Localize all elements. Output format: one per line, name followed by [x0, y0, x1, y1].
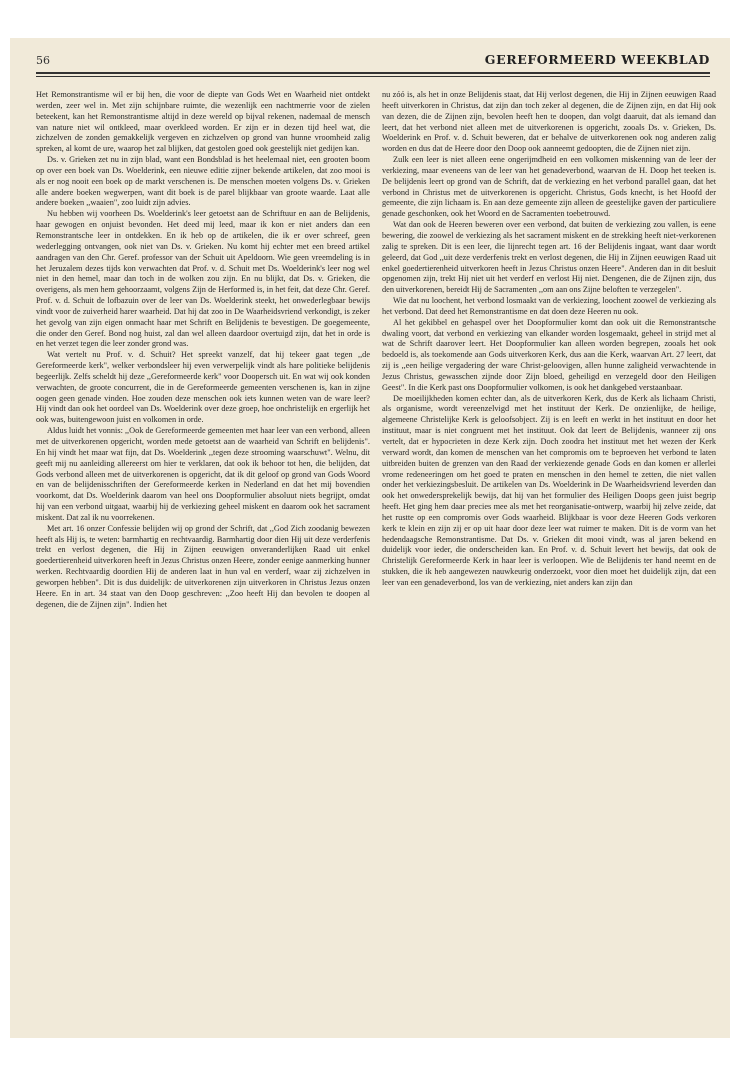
page-number: 56: [36, 54, 50, 67]
paragraph: Zulk een leer is niet alleen eene ongerijmdheid en een volkomen miskenning van de leer der verkiezing, maar eveneens van de leer van het genadeverbond, waarvan de H. Doop het teeken is. De belijdenis leert op grond van de Schrift, dat de verkiezing en het verbond parallel gaan, dat het verbond in Christus met de uitverkorenen is opgericht. Christus, Gods knecht, is het Hoofd der gemeente, die zijn lichaam is. En aan deze gemeente zijn alleen de geestelijke gaven der particuliere genade geschonken, ook het Woord en de Sacramenten toebetrouwd.: [382, 155, 716, 219]
paragraph: Nu hebben wij voorheen Ds. Woelderink's leer getoetst aan de Schriftuur en aan de Belijdenis, haar gewogen en onjuist bevonden. Het deed mij leed, maar ik kon er niet anders dan een Remonstrantsche leer in ontdekken. En ik heb op de artikelen, die ik er over schreef, geen wederlegging ontvangen, ook niet van Ds. v. Grieken. Nu komt hij echter met een breed artikel aandragen van den Chr. Geref. professor van der Schuit uit Apeldoorn. Wie geen vreemdeling is in het Jeruzalem dezes tijds kon verwachten dat Prof. v. d. Schuit met Ds. Woelderink's leer nog wel niet in den hemel, maar dan toch in de wolken zou zijn. En nu blijkt, dat Ds. v. Grieken, die overigens, als men hem gehoorzaamt, volgens Zijn de Herformed is, in het feit, dat deze Chr. Geref. Prof. v. d. Schuit de lofbazuin over de leer van Ds. Woelderink steekt, het onwederlegbaar bewijs vindt voor de zuiverheid harer waarheid. Dat hij dat zoo in De Waarheidsvriend verkondigt, is zeker het gevolg van zijn eigen onmacht haar met Schrift en Belijdenis te bevestigen. De goegemeente, die onder den Geref. Bond nog huist, zal dan wel alleen daardoor overtuigd zijn, dat het in orde is en het verzet tegen die leer zonder grond was.: [36, 209, 370, 349]
paragraph: Al het gekibbel en gehaspel over het Doopformulier komt dan ook uit die Remonstrantsche dwaling voort, dat verbond en verkiezing van elkander worden losgemaakt, geheel in strijd met al wat de Schrift daarover leert. Het Doopformulier kan alleen worden begrepen, zooals het ook bedoeld is, als toekomende aan Gods uitverkoren Kerk, dus aan die Kerk, waarvan Art. 27 leert, dat zij is ,,een heilige vergadering der ware Christ-geloovigen, allen hunne zaligheid verwachtende in Jezus Christus, gewasschen zijnde door Zijn bloed, geheiligd en verzegeld door den Heiligen Geest". In die Kerk past ons Doopformulier volkomen, is ook het dankgebed verstaanbaar.: [382, 317, 716, 392]
left-column: [36, 90, 370, 611]
paragraph: nu zóó is, als het in onze Belijdenis staat, dat Hij verlost degenen, die Hij in Zijnen eeuwigen Raad heeft uitverkoren in Christus, dat zijn dan toch zeker al degenen, die de Zijnen zijn, en dat Hij ook van dezen, die de Zijnen zijn, bevolen heeft hen te doopen, dan volgt daaruit, dat als iemand dan leert, dat het verbond niet alleen met de uitverkorenen is opgericht, zooals Ds. v. Grieken, Ds. Woelderink en Prof. v. d. Schuit beweren, dat er behalve de uitverkorenen ook nog anderen zalig worden en dus dat de Heere door den Doop ook aanneemt gedoopten, die de Zijnen niet zijn.: [382, 90, 716, 154]
paragraph: De moeilijkheden komen echter dan, als de uitverkoren Kerk, dus de Kerk als lichaam Christi, als organisme, wordt vereenzelvigd met het instituut der Kerk. De onzienlijke, de heilige, algemeene Christelijke Kerk is geloofsobject. Zij is en leeft en werkt in het instituut en door het instituut, maar is niet congruent met het instituut. Ook dat leert de Belijdenis, wanneer zij ons vertelt, dat er hypocrieten in deze Kerk zijn. Doch zoodra het instituut met het wezen der Kerk verward wordt, dan komen de menschen van het compromis om te beproeven het verbond te laten uitbreiden buiten de grenzen van den Raad der verkiezende genade Gods en dan komen er allerlei vrome redeneeringen om het goed te praten en menschen in den hemel te zetten, die niet vallen onder het verkiezingsbesluit. De artikelen van Ds. Woelderink in De Waarheidsvriend leverden dan ook het onwedersprekelijk bewijs, dat hij van het formulier des Heiligen Doops geen juist begrip heeft. Het ging hem daar precies mee als met het reorganisatie-ontwerp, waarbij hij zelve zeide, dat het rustte op een compromis over Gods waarheid. Blijkbaar is voor deze Heeren Gods verkoren kerk te klein en zijn zij er op uit haar door deze leer wat ruimer te maken. Dit is de vorm van het hedendaagsche Remonstrantisme. Dat Ds. v. Grieken dit mooi vindt, was al jaren bekend en duidelijk voor ieder, die onderscheiden kan. En Prof. v. d. Schuit levert het bewijs, dat ook de Christelijk Gereformeerde Kerk in haar leer is verloopen. Wie de Belijdenis ter hand neemt en de stukken, die ik heb aangewezen nauwkeurig onderzoekt, voor dien moet het duidelijk zijn, dat een leer van een genadeverbond, los van de verkiezing, niet anders kan zijn dan: [382, 393, 716, 587]
paragraph: Het Remonstrantisme wil er bij hen, die voor de diepte van Gods Wet en Waarheid niet ontdekt werden, zeer wel in. Met zijn schijnbare ruimte, die wezenlijk een nachtmerrie voor de zielen beteekent, kan het Remonstrantisme altijd in deze wereld op bijval rekenen, nademaal de mensch van nature niet wil ontkleed, maar overkleed worden. Er zijn er in dezen tijd heel wat, die zichzelven de zonden gemakkelijk vergeven en zichzelven op grond van hunne vroomheid zalig spreken, al komt de ure, waarop het zal blijken, dat gestolen goed ook geestelijk niet gedijen kan.: [36, 90, 370, 154]
paragraph: Wie dat nu loochent, het verbond losmaakt van de verkiezing, loochent zoowel de verkiezing als het verbond. Dat deed het Remonstrantisme en dat doen deze Heeren nu ook.: [382, 296, 716, 316]
paragraph: Met art. 16 onzer Confessie belijden wij op grond der Schrift, dat ,,God Zich zoodanig bewezen heeft als Hij is, te weten: barmhartig en rechtvaardig. Barmhartig door dien Hij uit deze verderfenis trekt en verlost degenen, die Hij in Zijnen eeuwigen onveranderlijken Raad uit enkel goedertierenheid uitverkoren heeft in Jezus Christus onzen Heere, zonder eenige aanmerking hunner werken. Rechtvaardig doordien Hij de anderen laat in hun val en verderf, waar zij zichzelven in geworpen hebben". Dit is dus duidelijk: de uitverkorenen zijn uitverkoren in Christus Jezus onzen Heere. En in art. 34 staat van den Doop geschreven: ,,Zoo heeft Hij dan bevolen te doopen al degenen, die de Zijnen zijn". Indien het: [36, 523, 370, 609]
paragraph: Wat vertelt nu Prof. v. d. Schuit? Het spreekt vanzelf, dat hij tekeer gaat tegen ,,de Gereformeerde kerk", welker verbondsleer hij even verwerpelijk vindt als hare politieke belijdenis begeerlijk. Zelfs scheldt hij deze ,,Gereformeerde kerk" voor Doopersch uit. En wat wij ook konden verwachten, de groote concurrent, die in de Gereformeerde gemeenten verschenen is, kan in zijne oogen geen genade vinden. Hoe zouden deze menschen ook iets kunnen weten van de ware leer? Hij vindt dan ook het oordeel van Ds. Woelderink over deze groep, hoe onchristelijk en ergerlijk het ook was, buitengewoon juist en volkomen in orde.: [36, 350, 370, 425]
paragraph: Ds. v. Grieken zet nu in zijn blad, want een Bondsblad is het heelemaal niet, een grooten boom op over een boek van Ds. Woelderink, een nieuwe editie zijner bekende artikelen, dat zoo mooi is als er nog nooit een boek op de markt verschenen is. De menschen moeten volgens Ds. v. Grieken alle andere boeken wegwerpen, want dit boek is de parel blijkbaar van groote waarde. Laat alle andere boeken ,,waaien", zoo luidt zijn advies.: [36, 155, 370, 208]
scanned-page: [10, 38, 730, 1038]
paragraph: Aldus luidt het vonnis: ,,Ook de Gereformeerde gemeenten met haar leer van een verbond, alleen met de uitverkorenen opgericht, worden mede getoetst aan de waarheid van Schrift en belijdenis". En hij vindt het maar wat fijn, dat Ds. Woelderink ,,tegen deze strooming waarschuwt". Welnu, dit geeft mij nu aanleiding allereerst om hier te verklaren, dat ook ik behoor tot hen, die belijden, dat Gods verbond alleen met de uitverkorenen is opgericht, dat ik dit geloof op grond van Gods Woord en van de belijdenisschriften der Gereformeerde kerken in Nederland en dat het mij bovendien voorkomt, dat Ds. Woelderink daarom van heel ons Doopformulier absoluut niets begrijpt, omdat hij van een verbond uitgaat, waarbij hij de verkiezing geheel miskent en daarom ook het sacrament miskent. Dat zal ik nu voorrekenen.: [36, 426, 370, 522]
paragraph: Wat dan ook de Heeren beweren over een verbond, dat buiten de verkiezing zou vallen, is eene bewering, die zoowel de verkiezing als het sacrament miskent en de strekking heeft niet-verkorenen zalig te spreken. Dit is een leer, die lijnrecht tegen art. 16 der Belijdenis ingaat, want daar wordt geleerd, dat God ,,uit deze verderfenis trekt en verlost degenen, die Hij in Zijnen eeuwigen Raad uit enkel goedertierenheid uitverkoren heeft in Jezus Christus onzen Heere". Anderen dan in dit besluit opgenomen zijn, trekt Hij niet uit het verderf en verlost Hij niet. Dengenen, die de Zijnen zijn, dus den uitverkorenen, bereidt Hij de Sacramenten ,,om aan ons Zijne beloften te verzegelen".: [382, 220, 716, 295]
right-column: [382, 90, 716, 589]
header-rule-thick: [36, 72, 710, 74]
journal-title: GEREFORMEERD WEEKBLAD: [484, 52, 710, 67]
header-rule-thin: [36, 76, 710, 77]
page-header: [36, 52, 710, 70]
